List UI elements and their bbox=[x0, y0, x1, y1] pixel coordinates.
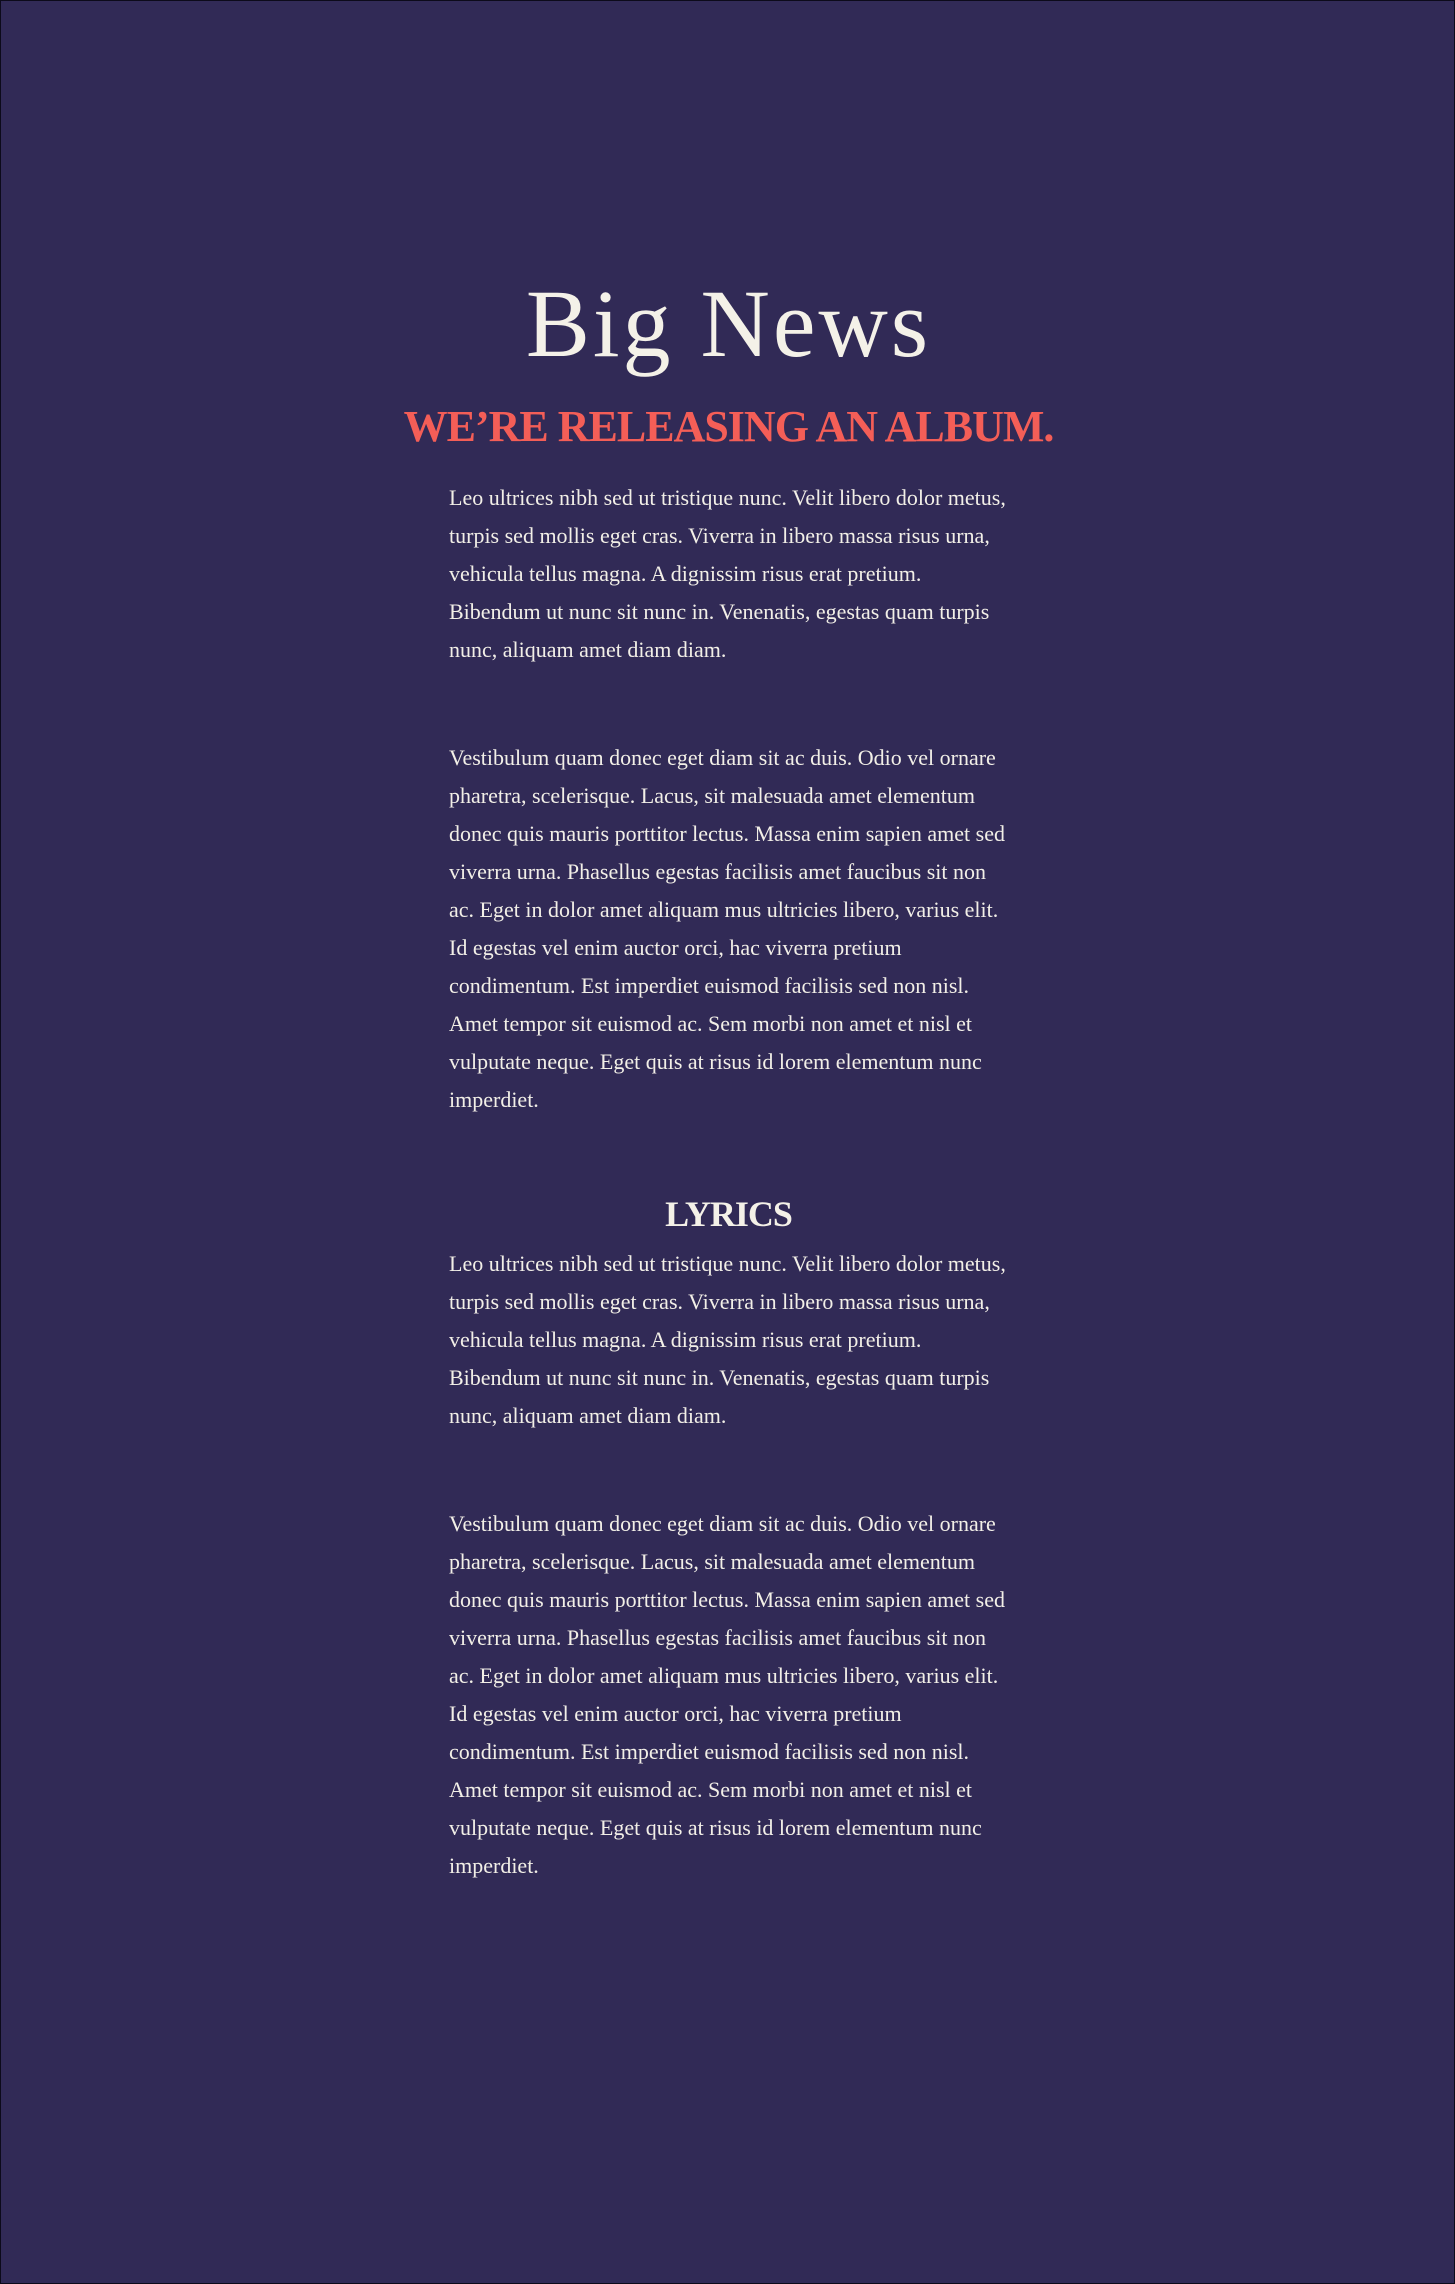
album-description-paragraph-1: Leo ultrices nibh sed ut tristique nunc. Velit libero dolor metus, turpis sed mollis eget cras. Viverra in libero massa risus urna, vehicula tellus magna. A dignissim risus erat pretium. Bibendum ut nunc sit nunc in. Venenatis, egestas quam turpis nunc, aliquam amet diam diam. bbox=[449, 485, 1006, 662]
album-description-paragraph-2: Vestibulum quam donec eget diam sit ac duis. Odio vel ornare pharetra, scelerisque. Lacus, sit malesuada amet elementum donec quis mauris porttitor lectus. Massa enim sapien amet sed viverra urna. Phasellus egestas facilisis amet faucibus sit non ac. Eget in dolor amet aliquam mus ultricies libero, varius elit. Id egestas vel enim auctor orci, hac viverra pretium condimentum. Est imperdiet euismod facilisis sed non nisl. Amet tempor sit euismod ac. Sem morbi non amet et nisl et vulputate neque. Eget quis at risus id lorem elementum nunc imperdiet. bbox=[449, 745, 1005, 1112]
announcement-content bbox=[1, 1, 1455, 2284]
lyrics-paragraph-2: Vestibulum quam donec eget diam sit ac duis. Odio vel ornare pharetra, scelerisque. Lacus, sit malesuada amet elementum donec quis mauris porttitor lectus. Massa enim sapien amet sed viverra urna. Phasellus egestas facilisis amet faucibus sit non ac. Eget in dolor amet aliquam mus ultricies libero, varius elit. Id egestas vel enim auctor orci, hac viverra pretium condimentum. Est imperdiet euismod facilisis sed non nisl. Amet tempor sit euismod ac. Sem morbi non amet et nisl et vulputate neque. Eget quis at risus id lorem elementum nunc imperdiet. bbox=[449, 1511, 1005, 1878]
album-release-subtitle: WE’RE RELEASING AN ALBUM. bbox=[403, 402, 1054, 451]
lyrics-heading: LYRICS bbox=[665, 1194, 792, 1234]
page-title: Big News bbox=[525, 270, 932, 377]
lyrics-paragraph-1: Leo ultrices nibh sed ut tristique nunc. Velit libero dolor metus, turpis sed mollis eget cras. Viverra in libero massa risus urna, vehicula tellus magna. A dignissim risus erat pretium. Bibendum ut nunc sit nunc in. Venenatis, egestas quam turpis nunc, aliquam amet diam diam. bbox=[449, 1251, 1006, 1428]
